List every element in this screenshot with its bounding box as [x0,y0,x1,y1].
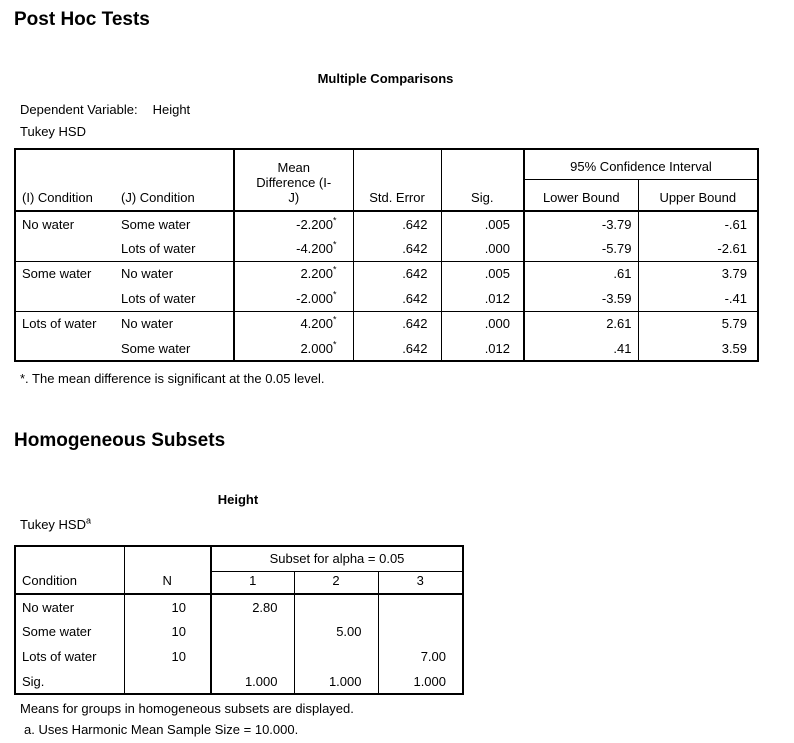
std-error-cell: .642 [353,211,441,236]
sig-cell: .012 [441,286,524,311]
n-cell: 10 [124,644,211,669]
std-error-cell: .642 [353,286,441,311]
j-condition-cell: No water [115,261,234,286]
mean-difference-column-header: Mean Difference (I- J) [234,149,353,211]
method-footnote-mark: a [85,515,91,526]
subset-1-column-header: 1 [211,571,294,594]
n-column-header: N [124,546,211,594]
post-hoc-section-heading: Post Hoc Tests [14,9,150,30]
j-condition-cell: Lots of water [115,236,234,261]
lower-bound-cell: 2.61 [524,311,638,336]
condition-cell: Lots of water [15,644,124,669]
i-condition-cell [15,336,115,361]
mean-difference-cell: -4.200* [234,236,353,261]
height-table-title: Height [217,492,259,507]
subset-1-cell [211,619,294,644]
std-error-column-header: Std. Error [353,149,441,211]
lower-bound-cell: .61 [524,261,638,286]
confidence-interval-group-header: 95% Confidence Interval [524,149,758,179]
subset-1-cell: 2.80 [211,594,294,619]
table-row [15,669,463,694]
multiple-comparisons-table-title: Multiple Comparisons [317,71,454,86]
sig-cell: .005 [441,211,524,236]
header-row-group [15,546,463,571]
std-error-cell: .642 [353,261,441,286]
table-row [15,286,758,311]
i-condition-cell: No water [22,216,75,232]
significance-star: * [332,289,337,300]
mean-difference-cell: -2.200* [234,211,353,236]
table-row [15,619,463,644]
significance-star: * [332,215,337,226]
mean-difference-cell: 4.200* [234,311,353,336]
subset-3-cell: 7.00 [420,649,447,664]
significance-star: * [332,239,337,250]
condition-cell: Some water [15,619,124,644]
homogeneous-method-label: Tukey HSD$^a$ [20,515,91,532]
post-hoc-method-label: Tukey HSD [20,124,86,139]
subset-3-column-header: 3 [378,571,463,594]
std-error-cell: .642 [353,336,441,361]
upper-bound-cell: -.61 [724,216,747,232]
harmonic-mean-footnote: a. Uses Harmonic Mean Sample Size = 10.000. [24,722,299,737]
table-row [15,336,758,361]
sig-cell: .005 [441,261,524,286]
table-row [15,644,463,669]
upper-bound-cell: -.41 [724,290,747,306]
subset-2-cell [294,594,378,619]
lower-bound-cell: -3.59 [524,286,638,311]
lower-bound-cell: -5.79 [524,236,638,261]
upper-bound-cell: 3.59 [721,340,747,356]
i-condition-cell [15,286,115,311]
subset-group-header: Subset for alpha = 0.05 [211,546,463,571]
header-row-group [15,149,758,179]
j-condition-cell: Some water [115,211,234,236]
lower-bound-cell: -3.79 [524,211,638,236]
condition-cell: Sig. [15,669,124,694]
table-row [15,211,758,236]
i-condition-cell: Some water [15,261,115,286]
significance-star: * [332,314,337,325]
table-row [15,311,758,336]
j-condition-column-header: (J) Condition [115,149,234,211]
n-cell: 10 [124,619,211,644]
subset-2-cell: 1.000 [294,669,378,694]
n-cell: 10 [124,594,211,619]
mean-difference-cell: 2.200* [234,261,353,286]
i-condition-cell [15,236,115,261]
dependent-variable-line [20,102,190,117]
j-condition-cell: Lots of water [115,286,234,311]
upper-bound-cell: -2.61 [717,240,747,256]
upper-bound-column-header: Upper Bound [638,179,758,211]
homogeneous-subsets-section-heading: Homogeneous Subsets [14,430,226,451]
means-displayed-footnote: Means for groups in homogeneous subsets are displayed. [20,701,354,716]
lower-bound-cell: .41 [524,336,638,361]
table-row [15,261,758,286]
j-condition-cell: No water [115,311,234,336]
sig-cell: .012 [441,336,524,361]
subset-3-cell: 1.000 [413,673,447,689]
mean-difference-cell: 2.000* [234,336,353,361]
i-condition-cell: Lots of water [15,311,115,336]
table-row [15,594,463,619]
significance-footnote: *. The mean difference is significant at the 0.05 level. [20,371,325,386]
n-cell [124,669,211,694]
subset-1-cell [211,644,294,669]
homogeneous-subsets-table [14,545,464,695]
subset-1-cell: 1.000 [211,669,294,694]
multiple-comparisons-table [14,148,759,362]
significance-star: * [332,264,337,275]
subset-2-column-header: 2 [294,571,378,594]
dependent-variable-label: Dependent Variable: [20,102,138,117]
j-condition-cell: Some water [115,336,234,361]
condition-cell: No water [15,594,124,619]
subset-2-cell: 5.00 [294,619,378,644]
dependent-variable-value: Height [152,102,191,117]
condition-column-header: Condition [15,546,124,594]
sig-column-header: Sig. [441,149,524,211]
upper-bound-cell: 5.79 [638,311,758,336]
mean-difference-cell: -2.000* [234,286,353,311]
std-error-cell: .642 [353,311,441,336]
subset-3-cell [378,619,463,644]
subset-3-cell [378,594,463,619]
significance-star: * [332,339,337,350]
i-condition-column-header: (I) Condition [15,149,115,211]
upper-bound-cell: 3.79 [638,261,758,286]
sig-cell: .000 [441,311,524,336]
lower-bound-column-header: Lower Bound [524,179,638,211]
std-error-cell: .642 [353,236,441,261]
subset-2-cell [294,644,378,669]
sig-cell: .000 [441,236,524,261]
table-row [15,236,758,261]
